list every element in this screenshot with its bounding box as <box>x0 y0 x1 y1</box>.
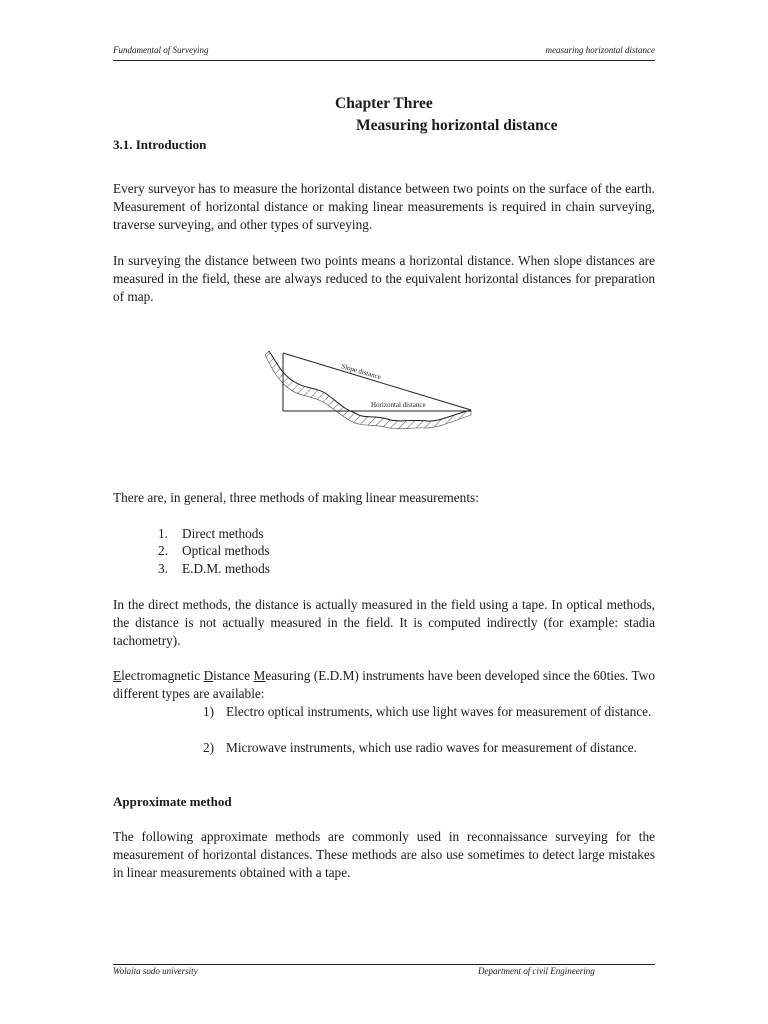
method-num: 1. <box>158 526 168 541</box>
chapter-title: Chapter Three <box>335 95 433 112</box>
method-item <box>158 525 264 543</box>
edm-letter-m: M <box>253 668 266 683</box>
methods-paragraph: In the direct methods, the distance is actually measured in the field using a tape. In optical methods, the distance is not actually measured in the field. It is computed indirectly (for example: stadia tachometry). <box>113 597 655 648</box>
method-num: 2. <box>158 543 168 558</box>
method-label: E.D.M. methods <box>182 561 270 576</box>
edm-word-3: easuring (E.D.M) instruments <box>265 668 428 683</box>
horizontal-label: Horizontal distance <box>371 401 426 409</box>
method-num: 3. <box>158 561 168 576</box>
header-left: Fundamental of Surveying <box>113 45 209 55</box>
edm-letter-d: D <box>203 668 214 683</box>
edm-type-text: Microwave instruments, which use radio waves for measurement of distance. <box>226 740 637 755</box>
method-item <box>158 542 270 560</box>
edm-type-text: Electro optical instruments, which use light waves for measurement of distance. <box>226 704 652 719</box>
edm-paragraph <box>113 667 655 703</box>
intro-paragraph-1: Every surveyor has to measure the horizontal distance between two points on the surface of the earth. Measurement of horizontal distance or making linear measurements is required in chain surveying, traverse surveying, and other types of surveying. <box>113 181 655 232</box>
slope-distance-figure <box>263 343 478 433</box>
edm-type-num: 1) <box>203 704 215 719</box>
edm-type-item <box>203 703 655 721</box>
edm-type-item <box>203 739 655 757</box>
approx-paragraph: The following approximate methods are commonly used in reconnaissance surveying for the measurement of horizontal distances. These methods are also use sometimes to detect large mistakes in linear measurements obtained with a tape. <box>113 829 655 880</box>
edm-letter-e: E <box>113 668 122 683</box>
methods-intro: There are, in general, three methods of making linear measurements: <box>113 490 479 505</box>
chapter-subtitle: Measuring horizontal distance <box>356 117 558 134</box>
method-label: Direct methods <box>182 526 264 541</box>
edm-type-num: 2) <box>203 740 215 755</box>
terrain-hatch <box>265 351 471 429</box>
intro-paragraph-2: In surveying the distance between two points means a horizontal distance. When slope distances are measured in the field, these are always reduced to the equivalent horizontal distances for preparation of map. <box>113 253 655 304</box>
edm-word-1: lectromagnetic <box>121 668 204 683</box>
edm-word-2: istance <box>213 668 254 683</box>
method-item <box>158 560 270 578</box>
header-rule <box>113 60 655 61</box>
section-heading: 3.1. Introduction <box>113 137 207 152</box>
edm-paragraph-rest: have been developed since the 60ties. Two different types are available: <box>113 668 655 701</box>
footer-rule <box>113 964 655 965</box>
footer-right: Department of civil Engineering <box>478 966 595 976</box>
approx-heading: Approximate method <box>113 794 232 809</box>
header-right: measuring horizontal distance <box>545 45 655 55</box>
method-label: Optical methods <box>182 543 270 558</box>
slope-label: Slope distance <box>340 362 382 382</box>
footer-left: Wolaita sodo university <box>113 966 198 976</box>
